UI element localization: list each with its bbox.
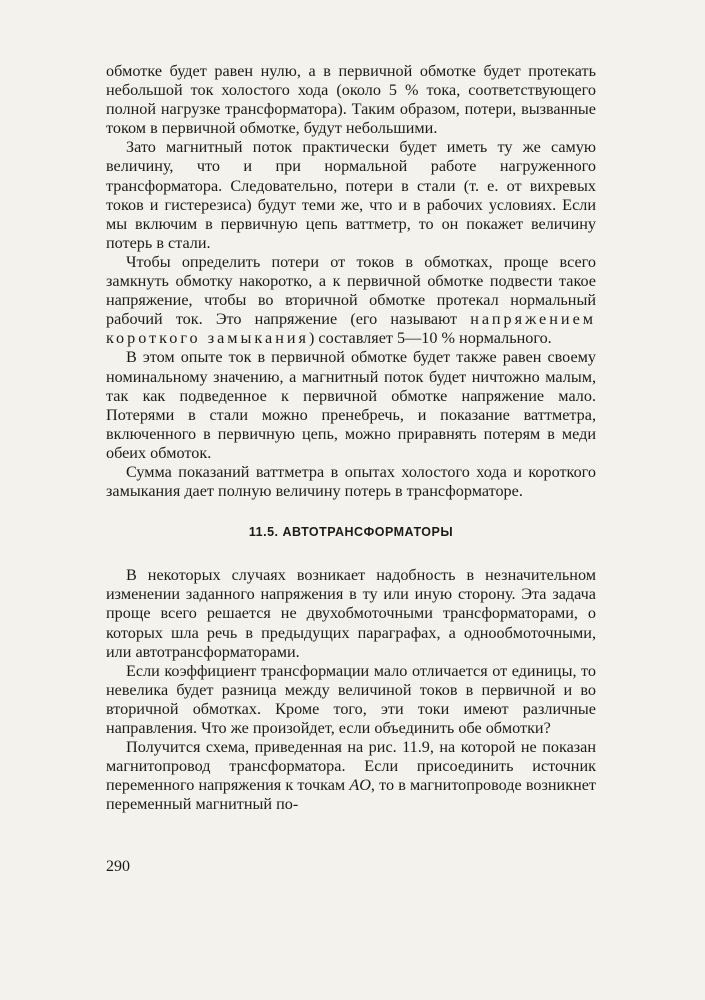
points-label: AO bbox=[349, 776, 371, 795]
paragraph-7: Если коэффициент трансформации мало отличается от единицы, то невелика будет разница между величиной токов в первичной и во вторичной обмотках. Кроме того, эти токи имеют различные направления. Что же произойдет, если объединить обе обмотки? bbox=[106, 661, 596, 737]
body-text bbox=[106, 62, 596, 814]
term-short-circuit-voltage: напряжением короткого замыкания bbox=[106, 310, 596, 348]
paragraph-8-start: Получится схема, приведенная на рис. 11.9, на которой не показан магнитопровод трансформатора. Если присоединить источник переменного напряжения к точкам bbox=[106, 738, 596, 795]
page-number: 290 bbox=[106, 858, 130, 875]
paragraph-3-end: ) составляет 5—10 % нормального. bbox=[308, 329, 552, 348]
paragraph-5: Сумма показаний ваттметра в опытах холостого хода и короткого замыкания дает полную величину потерь в трансформаторе. bbox=[106, 462, 596, 501]
paragraph-8 bbox=[106, 738, 596, 814]
paragraph-3 bbox=[106, 253, 596, 348]
paragraph-1: обмотке будет равен нулю, а в первичной обмотке будет протекать небольшой ток холостого хода (около 5 % тока, соответствующего полной нагрузке трансформатора). Таким образом, потери, вызванные током в первичной обмотке, будут небольшими. bbox=[106, 62, 596, 138]
paragraph-3-start: Чтобы определить потери от токов в обмотках, проще всего замкнуть обмотку накоротко, а к первичной обмотке подвести такое напряжение, чтобы во вторичной обмотке протекал нормальный рабочий ток. Это напряжение (его называют bbox=[106, 252, 596, 329]
paragraph-8-end: , то в магнитопроводе возникнет переменный магнитный по- bbox=[106, 776, 597, 814]
paragraph-4: В этом опыте ток в первичной обмотке будет также равен своему номинальному значению, а магнитный поток будет ничтожно малым, так как подведенное к первичной обмотке напряжение мало. Потерями в стали можно пренебречь, и показание ваттметра, включенного в первичную цепь, можно приравнять потерям в меди обеих обмоток. bbox=[106, 348, 596, 462]
section-heading: 11.5. АВТОТРАНСФОРМАТОРЫ bbox=[248, 525, 454, 540]
paragraph-2: Зато магнитный поток практически будет иметь ту же самую величину, что и при нормальной работе нагруженного трансформатора. Следовательно, потери в стали (т. е. от вихревых токов и гистерезиса) будут теми же, что и в рабочих условиях. Если мы включим в первичную цепь ваттметр, то он покажет величину потерь в стали. bbox=[106, 138, 596, 252]
paragraph-6: В некоторых случаях возникает надобность в незначительном изменении заданного напряжения в ту или иную сторону. Эта задача проще всего решается не двухобмоточными трансформаторами, о которых шла речь в предыдущих параграфах, а однообмоточными, или автотрансформаторами. bbox=[106, 566, 596, 661]
